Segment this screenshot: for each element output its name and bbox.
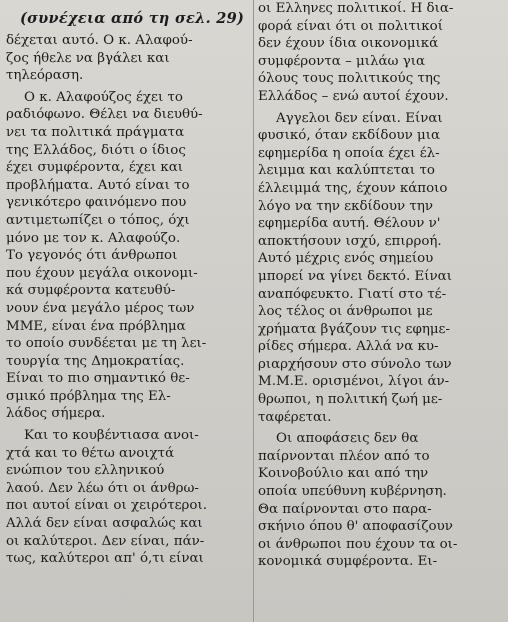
text-line: εφημερίδα η οποία έχει έλ- <box>258 145 440 161</box>
text-line: το οποίο συνδέεται με τη λει- <box>6 336 207 352</box>
text-line: ρίδες σήμερα. Αλλά να κυ- <box>258 339 439 355</box>
text-line: δέχεται αυτό. Ο κ. Αλαφού- <box>6 33 193 48</box>
text-line: τως, καλύτεροι απ' ό,τι είναι <box>6 551 204 567</box>
text-line: θρωποι, η πολιτική ζωή με- <box>258 392 443 408</box>
text-line: που έχουν μεγάλα οικονομι- <box>6 265 198 281</box>
text-line: οι καλύτεροι. Δεν είναι, πάν- <box>6 533 205 549</box>
text-line: Αυτό μέχρις ενός σημείου <box>258 251 434 267</box>
text-line: Αγγελοι δεν είναι. Είναι <box>276 110 443 126</box>
text-line: Ο κ. Αλαφούζος έχει το <box>24 89 183 105</box>
text-line: μπορεί να γίνει δεκτό. Είναι <box>258 268 452 284</box>
text-line: αντιμετωπίζει ο τόπος, όχι <box>6 212 190 228</box>
left-column-body <box>6 32 252 568</box>
text-line: δεν έχουν ίδια οικονομικά <box>258 36 439 52</box>
text-line: ριαρχήσουν στο σύνολο των <box>258 356 452 372</box>
text-line: νουν ένα μεγάλο μέρος των <box>6 300 195 316</box>
text-line: Αλλά δεν είναι ασφαλώς και <box>6 516 203 532</box>
text-line: συμφέροντα – μιλάω για <box>258 53 425 69</box>
text-line: λαού. Δεν λέω ότι οι άνθρω- <box>6 480 199 496</box>
text-line: Είναι το πιο σημαντικό θε- <box>6 371 190 387</box>
text-line: παίρνονται πλέον από το <box>258 448 430 464</box>
text-line: φορά είναι ότι οι πολιτικοί <box>258 18 443 34</box>
text-line: χτά και το θέτω ανοιχτά <box>6 445 175 461</box>
text-line: λάδος σήμερα. <box>6 406 106 422</box>
text-line: λειμμα και καλύπτεται το <box>258 163 435 179</box>
right-column-body <box>258 0 502 571</box>
text-line: σκήνιο όπου θ' αποφασίζουν <box>258 519 453 535</box>
left-column <box>6 0 252 622</box>
text-line: αναπόφευκτο. Γιατί στο τέ- <box>258 286 447 302</box>
text-line: ενώπιον του ελληνικού <box>6 463 165 479</box>
continuation-header: (συνέχεια από τη σελ. 29) <box>20 10 245 27</box>
paragraph <box>258 0 502 106</box>
text-line: έχει συμφέροντα, έχει και <box>6 160 183 176</box>
paragraph <box>6 32 252 85</box>
text-line: αποκτήσουν ισχύ, επιρροή. <box>258 233 442 249</box>
paragraph <box>258 430 502 571</box>
text-line: ΜΜΕ, είναι ένα πρόβλημα <box>6 318 186 334</box>
text-line: Το γεγονός ότι άνθρωποι <box>6 248 178 264</box>
text-line: σμικό πρόβλημα της Ελ- <box>6 388 171 404</box>
text-line: μόνο με τον κ. Αλαφούζο. <box>6 230 181 246</box>
text-line: Κοινοβούλιο και από την <box>258 466 429 482</box>
text-line: έλλειμμά της, έχουν κάποιο <box>258 180 448 196</box>
column-divider <box>253 0 254 622</box>
text-line: προβλήματα. Αυτό είναι το <box>6 177 190 193</box>
text-line: Θα παίρνονται στο παρα- <box>258 501 432 517</box>
text-line: Οι αποφάσεις δεν θα <box>276 431 419 447</box>
text-line: λος τέλος οι άνθρωποι με <box>258 304 433 320</box>
text-line: της Ελλάδος, διότι ο ίδιος <box>6 142 186 158</box>
text-line: κά συμφέροντα κατευθύ- <box>6 283 176 299</box>
text-line: εφημερίδα αυτή. Θέλουν ν' <box>258 216 441 232</box>
text-line: κονομικά συμφέροντα. Ει- <box>258 554 438 570</box>
text-line: οι άνθρωποι που έχουν τα οι- <box>258 536 458 552</box>
text-line: ποι αυτοί είναι οι χειρότεροι. <box>6 498 207 514</box>
text-line: οι Ελληνες πολιτικοί. Η δια- <box>258 1 454 16</box>
paragraph <box>6 89 252 423</box>
right-column <box>258 0 502 622</box>
text-line: ραδιόφωνο. Θέλει να διευθύ- <box>6 107 203 123</box>
text-line: ταφέρεται. <box>258 409 332 425</box>
text-line: γενικότερο φαινόμενο που <box>6 195 187 211</box>
text-line: οποία υπεύθυνη κυβέρνηση. <box>258 484 447 500</box>
text-line: Μ.Μ.Ε. ορισμένοι, λίγοι άν- <box>258 374 450 390</box>
text-line: Και το κουβέντιασα ανοι- <box>24 428 199 444</box>
paragraph <box>258 110 502 427</box>
text-line: ζος ήθελε να βγάλει και <box>6 50 170 66</box>
text-line: χρήματα βγάζουν τις εφημε- <box>258 321 451 337</box>
text-line: λόγο να την εκδίδουν την <box>258 198 433 214</box>
text-line: τουργία της Δημοκρατίας. <box>6 353 185 369</box>
text-line: νει τα πολιτικά πράγματα <box>6 124 185 140</box>
text-line: Ελλάδος – ενώ αυτοί έχουν. <box>258 88 449 104</box>
text-line: φυσικό, όταν εκδίδουν μια <box>258 128 441 144</box>
text-line: τηλεόραση. <box>6 68 84 84</box>
paragraph <box>6 427 252 568</box>
text-line: όλους τους πολιτικούς της <box>258 71 441 87</box>
